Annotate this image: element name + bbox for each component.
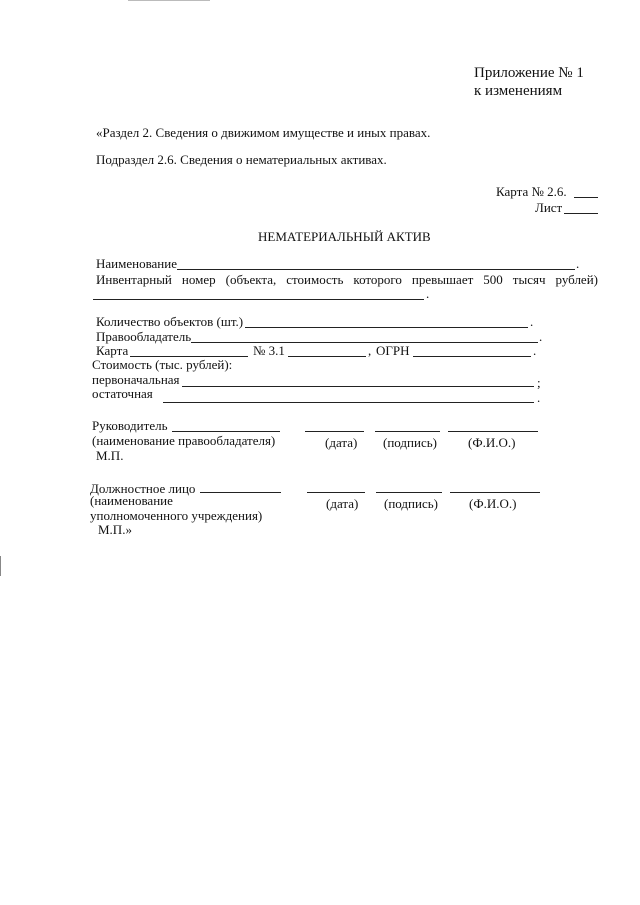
sheet-label: Лист — [535, 200, 563, 215]
count-line — [245, 327, 528, 328]
sig1-date-line — [305, 431, 364, 432]
card-no-line — [288, 356, 366, 357]
sig1-fio: (Ф.И.О.) — [468, 435, 516, 450]
sig2-date: (дата) — [326, 496, 359, 511]
ogrn-period: . — [533, 343, 537, 358]
sig1-date: (дата) — [325, 435, 358, 450]
subsection-title: Подраздел 2.6. Сведения о нематериальных активах. — [96, 152, 387, 167]
sig2-role: Должностное лицо — [90, 481, 196, 496]
initial-line — [182, 386, 534, 387]
sig2-org-2: уполномоченного учреждения) — [90, 508, 263, 523]
scan-mark-side — [0, 556, 1, 576]
sig2-org-1: (наименование — [90, 493, 173, 508]
residual-line — [163, 402, 534, 403]
inventory-line — [93, 299, 424, 300]
initial-label: первоначальная — [92, 372, 180, 387]
sheet-line — [564, 213, 598, 214]
sig1-fio-line — [448, 431, 538, 432]
name-line — [177, 269, 575, 270]
scan-mark-top — [128, 0, 210, 1]
card-no-label: № 3.1 — [253, 343, 285, 358]
sig2-role-line — [200, 492, 281, 493]
card-number-label: Карта № 2.6. — [496, 184, 567, 199]
card-label: Карта — [96, 343, 129, 358]
sig2-fio-line — [450, 492, 540, 493]
name-label: Наименование — [96, 256, 177, 271]
sig1-signature-line — [375, 431, 440, 432]
ogrn-label: ОГРН — [376, 343, 410, 358]
count-label: Количество объектов (шт.) — [96, 314, 244, 329]
card-comma: , — [368, 343, 372, 358]
cost-label: Стоимость (тыс. рублей): — [92, 357, 233, 372]
sig1-role-line — [172, 431, 280, 432]
sig2-stamp: М.П.» — [98, 522, 132, 537]
appendix-line-1: Приложение № 1 — [474, 65, 584, 81]
section-title: «Раздел 2. Сведения о движимом имуществе и иных правах. — [96, 125, 431, 140]
residual-label: остаточная — [92, 386, 153, 401]
count-period: . — [530, 314, 534, 329]
inventory-label: Инвентарный номер (объекта, стоимость которого превышает 500 тысяч рублей) — [96, 272, 598, 287]
sig1-signature: (подпись) — [383, 435, 437, 450]
initial-semicolon: ; — [537, 375, 541, 390]
sig2-fio: (Ф.И.О.) — [469, 496, 517, 511]
ogrn-line — [413, 356, 531, 357]
card-number-line — [574, 197, 598, 198]
holder-period: . — [539, 329, 543, 344]
sig1-org: (наименование правообладателя) — [92, 433, 276, 448]
holder-line — [191, 342, 538, 343]
appendix-line-2: к изменениям — [474, 83, 563, 99]
sig2-signature-line — [376, 492, 442, 493]
name-period: . — [576, 256, 580, 271]
holder-label: Правообладатель — [96, 329, 192, 344]
residual-period: . — [537, 390, 541, 405]
sig2-signature: (подпись) — [384, 496, 438, 511]
sig2-date-line — [307, 492, 365, 493]
inventory-period: . — [426, 286, 430, 301]
document-heading: НЕМАТЕРИАЛЬНЫЙ АКТИВ — [258, 229, 431, 244]
sig1-stamp: М.П. — [96, 448, 124, 463]
sig1-role: Руководитель — [92, 418, 168, 433]
